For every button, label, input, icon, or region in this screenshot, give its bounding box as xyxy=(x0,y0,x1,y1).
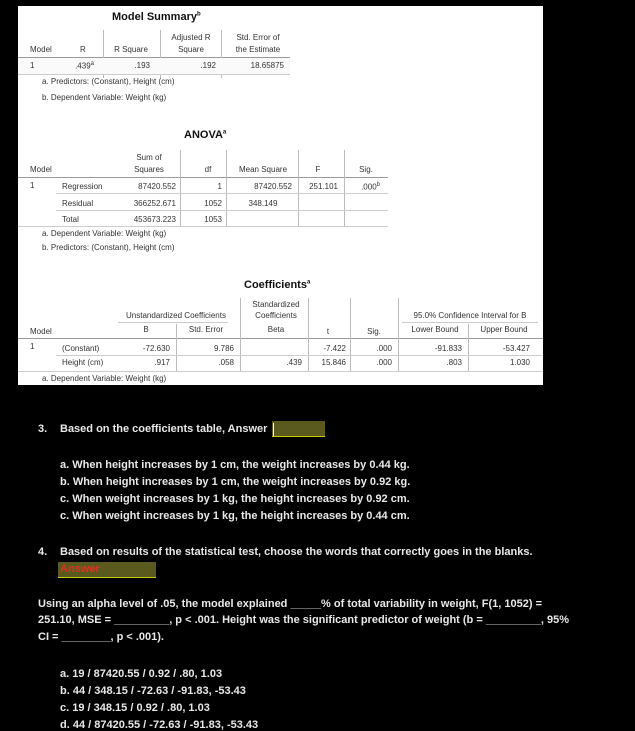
q4-paragraph-line2: 251.10, MSE = _________, p < .001. Height was the significant predictor of weight (b = _________, 95% xyxy=(38,614,569,626)
q3-option[interactable]: c. When weight increases by 1 kg, the height increases by 0.92 cm. xyxy=(60,493,410,505)
coef-row-se: 9.786 xyxy=(213,344,234,353)
q4-option[interactable]: d. 44 / 87420.55 / -72.63 / -91.83, -53.43 xyxy=(60,719,259,731)
coef-row-upper: 1.030 xyxy=(509,358,530,367)
q4-number: 4. xyxy=(38,546,48,558)
anova-model-num: 1 xyxy=(30,181,35,190)
coef-header-b: B xyxy=(143,325,149,334)
q4-option[interactable]: c. 19 / 348.15 / 0.92 / .80, 1.03 xyxy=(60,702,210,714)
coef-header-model: Model xyxy=(30,327,52,336)
q4-paragraph-line1: Using an alpha level of .05, the model explained _____% of total variability in weight, F(1, 1052) = xyxy=(38,598,543,610)
anova-row-f: 251.101 xyxy=(309,182,338,191)
ms-note-a: a. Predictors: (Constant), Height (cm) xyxy=(42,77,175,86)
coef-row-beta: .439 xyxy=(286,358,302,367)
coef-row-t: 15.846 xyxy=(321,358,346,367)
ms-header-r: R xyxy=(80,45,86,54)
anova-row-label: Total xyxy=(62,215,79,224)
coef-header-se: Std. Error xyxy=(188,325,224,334)
anova-header-ms: Mean Square xyxy=(238,165,288,174)
q4-option[interactable]: a. 19 / 87420.55 / 0.92 / .80, 1.03 xyxy=(60,668,223,680)
anova-header-sig: Sig. xyxy=(359,165,373,174)
q4-answer-label: Answer xyxy=(60,563,100,575)
coef-row-b: -72.630 xyxy=(142,344,170,353)
anova-row-ms: 87420.552 xyxy=(254,182,292,191)
anova-row-ss: 87420.552 xyxy=(138,182,176,191)
spss-output-panel xyxy=(18,6,543,385)
ms-header-se2: the Estimate xyxy=(235,45,281,54)
q4-option[interactable]: b. 44 / 348.15 / -72.63 / -91.83, -53.43 xyxy=(60,685,246,697)
coef-header-ci: 95.0% Confidence Interval for B xyxy=(413,311,527,320)
coef-header-t: t xyxy=(326,327,330,336)
coef-model-num: 1 xyxy=(30,342,35,351)
coef-header-sig: Sig. xyxy=(367,327,381,336)
anova-title: ANOVA$^a$ xyxy=(184,129,227,141)
coef-header-unstd: Unstandardized Coefficients xyxy=(126,311,226,320)
anova-header-df: df xyxy=(204,165,212,174)
model-summary-title: Model Summary$^b$ xyxy=(112,11,201,23)
q3-option[interactable]: a. When height increases by 1 cm, the weight increases by 0.44 kg. xyxy=(60,459,410,471)
ms-header-adj2: Square xyxy=(178,45,204,54)
anova-row-label: Regression xyxy=(62,182,103,191)
anova-note-a: a. Dependent Variable: Weight (kg) xyxy=(42,229,167,238)
text-cursor xyxy=(273,423,274,436)
coef-header-std1: Standardized xyxy=(252,300,300,309)
anova-row-df: 1053 xyxy=(204,215,222,224)
coef-header-upper: Upper Bound xyxy=(480,325,528,334)
q4-prompt: Based on results of the statistical test, choose the words that correctly goes in the blanks. xyxy=(60,546,533,558)
ms-header-adj1: Adjusted R xyxy=(171,33,211,42)
coef-row-se: .058 xyxy=(218,358,234,367)
anova-row-sig: .000$^b$ xyxy=(361,182,380,192)
coef-header-std2: Coefficients xyxy=(255,311,297,320)
anova-row-ss: 366252.671 xyxy=(133,199,176,208)
q3-answer-field[interactable] xyxy=(272,421,325,437)
coef-row-sig: .000 xyxy=(376,344,392,353)
anova-header-ss2: Squares xyxy=(134,165,164,174)
q3-option[interactable]: c. When weight increases by 1 kg, the height increases by 0.44 cm. xyxy=(60,510,410,522)
ms-row-se: 18.65875 xyxy=(250,61,284,70)
anova-row-ms: 348.149 xyxy=(248,199,278,208)
anova-row-df: 1052 xyxy=(204,199,222,208)
ms-row-r: .439$^a$ xyxy=(75,61,94,71)
coef-row-label: (Constant) xyxy=(62,344,100,353)
ms-row-model: 1 xyxy=(30,61,35,70)
anova-note-b: b. Predictors: (Constant), Height (cm) xyxy=(42,243,175,252)
coefficients-title: Coefficients$^a$ xyxy=(244,279,311,291)
anova-header-ss1: Sum of xyxy=(136,153,162,162)
q3-option[interactable]: b. When height increases by 1 cm, the weight increases by 0.92 kg. xyxy=(60,476,411,488)
coef-row-b: .917 xyxy=(154,358,170,367)
anova-row-label: Residual xyxy=(62,199,94,208)
coef-row-sig: .000 xyxy=(376,358,392,367)
q3-prompt: Based on the coefficients table, Answer xyxy=(60,423,268,435)
coef-row-lower: -91.833 xyxy=(434,344,462,353)
ms-row-adj: .192 xyxy=(200,61,216,70)
coef-note: a. Dependent Variable: Weight (kg) xyxy=(42,374,167,383)
coef-row-label: Height (cm) xyxy=(62,358,104,367)
q3-number: 3. xyxy=(38,423,48,435)
coef-row-lower: .803 xyxy=(446,358,462,367)
ms-header-model: Model xyxy=(30,45,52,54)
anova-row-df: 1 xyxy=(217,182,222,191)
coef-row-upper: -53.427 xyxy=(502,344,530,353)
anova-header-model: Model xyxy=(30,165,52,174)
ms-header-rsq: R Square xyxy=(114,45,148,54)
ms-note-b: b. Dependent Variable: Weight (kg) xyxy=(42,93,167,102)
anova-header-f: F xyxy=(315,165,321,174)
anova-row-ss: 453673.223 xyxy=(133,215,176,224)
coef-header-lower: Lower Bound xyxy=(411,325,459,334)
q4-paragraph-line3: CI = ________, p < .001). xyxy=(38,631,164,643)
coef-row-t: -7.422 xyxy=(323,344,346,353)
ms-header-se1: Std. Error of xyxy=(236,33,280,42)
ms-row-rsq: .193 xyxy=(134,61,150,70)
coef-header-beta: Beta xyxy=(267,325,285,334)
